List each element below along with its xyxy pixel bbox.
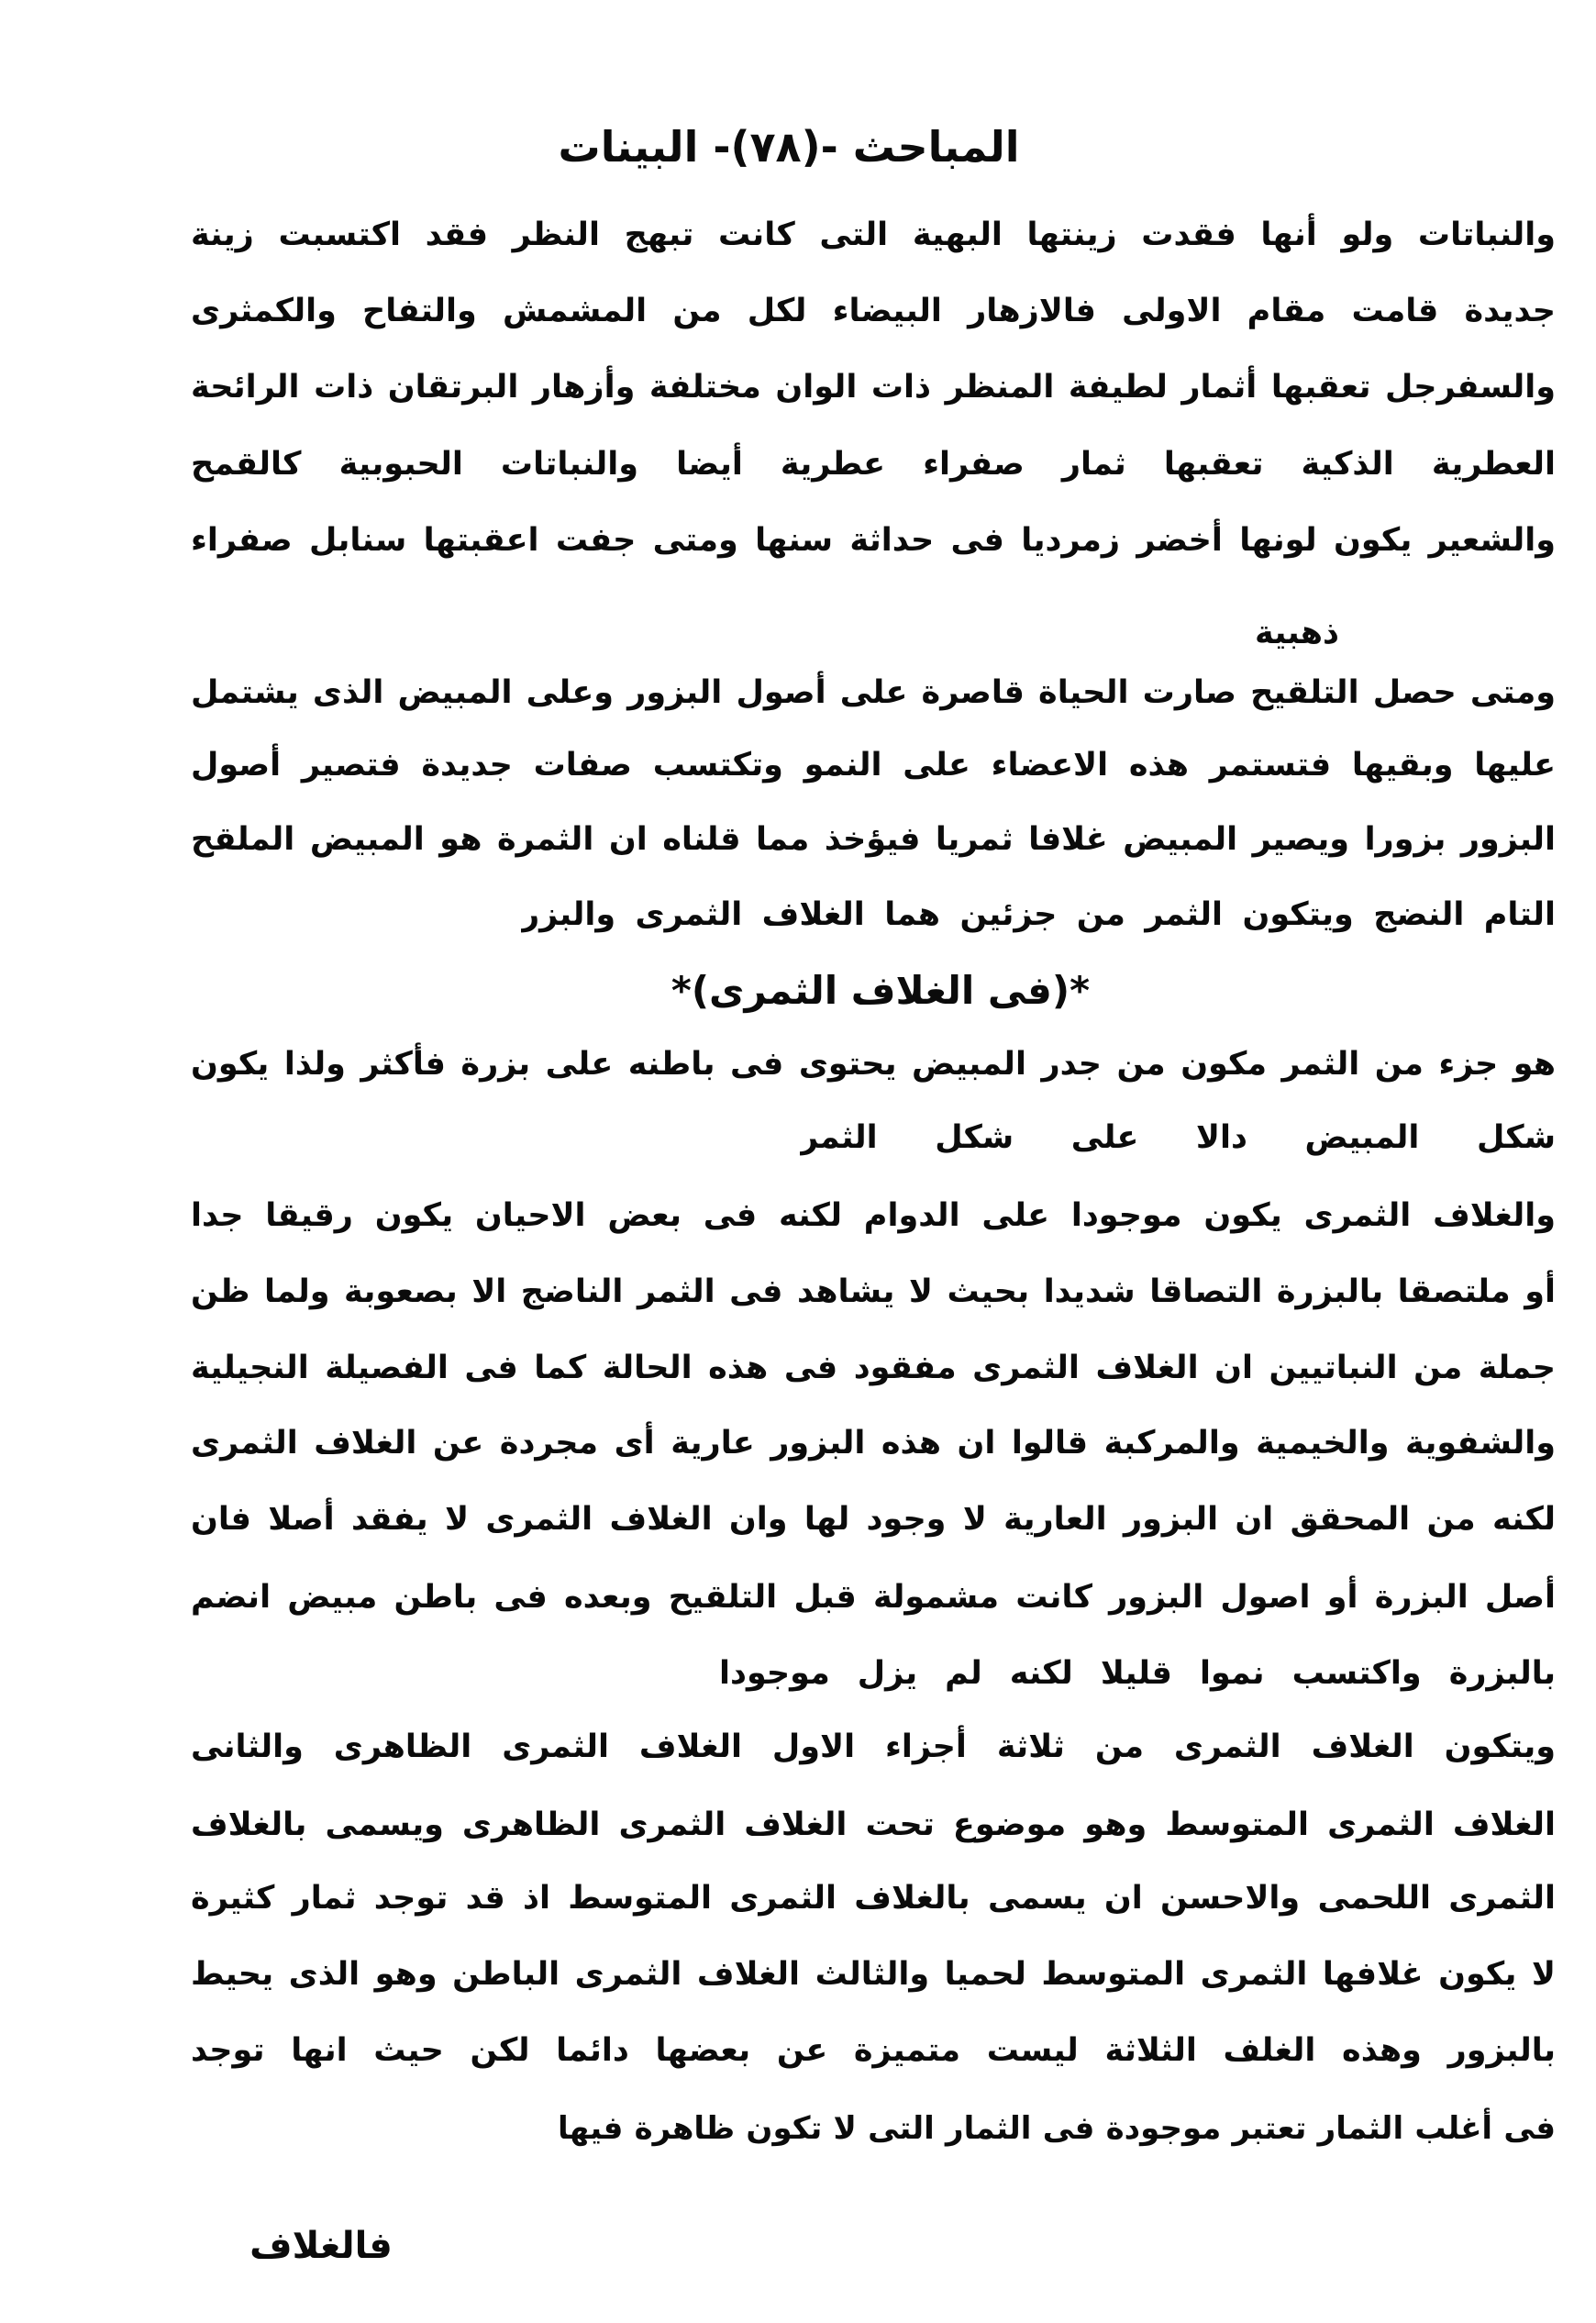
text-line: والغلاف الثمرى يكون موجودا على الدوام لكنه فى بعض الاحيان يكون رقيقا جدا <box>191 1197 1556 1234</box>
text-line: أو ملتصقا بالبزرة التصاقا شديدا بحيث لا يشاهد فى الثمر الناضج الا بصعوبة ولما ظن <box>191 1273 1556 1310</box>
text-line: العطرية الذكية تعقبها ثمار صفراء عطرية أيضا والنباتات الحبوبية كالقمح <box>191 446 1556 483</box>
section-heading: *(فى الغلاف الثمرى)* <box>671 968 1091 1013</box>
text-line: ومتى حصل التلقيح صارت الحياة قاصرة على أصول البزور وعلى المبيض الذى يشتمل <box>191 674 1556 711</box>
text-line: عليها وبقيها فتستمر هذه الاعضاء على النمو وتكتسب صفات جديدة فتصير أصول <box>191 747 1556 784</box>
text-line: لكنه من المحقق ان البزور العارية لا وجود لها وان الغلاف الثمرى لا يفقد أصلا فان <box>191 1501 1556 1538</box>
text-line: والسفرجل تعقبها أثمار لطيفة المنظر ذات الوان مختلفة وأزهار البرتقان ذات الرائحة <box>191 369 1556 406</box>
text-line: هو جزء من الثمر مكون من جدر المبيض يحتوى فى باطنه على بزرة فأكثر ولذا يكون <box>191 1046 1556 1083</box>
text-line: البزور بزورا ويصير المبيض غلافا ثمريا فيؤخذ مما قلناه ان الثمرة هو المبيض الملقح <box>191 821 1556 858</box>
text-line: بالبزور وهذه الغلف الثلاثة ليست متميزة عن بعضها دائما لكن حيث انها توجد <box>191 2032 1556 2069</box>
text-line: ذهبية <box>1254 615 1339 651</box>
text-line: والشفوية والخيمية والمركبة قالوا ان هذه البزور عارية أى مجردة عن الغلاف الثمرى <box>191 1425 1556 1462</box>
text-line: بالبزرة واكتسب نموا قليلا لكنه لم يزل موجودا <box>719 1655 1556 1692</box>
text-line: جملة من النباتيين ان الغلاف الثمرى مفقود فى هذه الحالة كما فى الفصيلة النجيلية <box>191 1350 1556 1386</box>
text-line: لا يكون غلافها الثمرى المتوسط لحميا والثالث الغلاف الثمرى الباطن وهو الذى يحيط <box>191 1956 1556 1993</box>
catchword: فالغلاف <box>249 2225 393 2267</box>
text-line: الثمرى اللحمى والاحسن ان يسمى بالغلاف الثمرى المتوسط اذ قد توجد ثمار كثيرة <box>191 1880 1556 1917</box>
text-line: الغلاف الثمرى المتوسط وهو موضوع تحت الغلاف الثمرى الظاهرى ويسمى بالغلاف <box>191 1806 1556 1843</box>
page-header: المباحث -(٧٨)- البينات <box>558 122 1020 172</box>
text-line: والشعير يكون لونها أخضر زمرديا فى حداثة سنها ومتى جفت اعقبتها سنابل صفراء <box>191 522 1556 559</box>
text-line: ويتكون الغلاف الثمرى من ثلاثة أجزاء الاول الغلاف الثمرى الظاهرى والثانى <box>191 1728 1556 1765</box>
text-line: جديدة قامت مقام الاولى فالازهار البيضاء لكل من المشمش والتفاح والكمثرى <box>191 293 1556 329</box>
text-line: فى أغلب الثمار تعتبر موجودة فى الثمار التى لا تكون ظاهرة فيها <box>558 2110 1556 2147</box>
text-line: التام النضج ويتكون الثمر من جزئين هما الغلاف الثمرى والبزر <box>521 896 1556 933</box>
text-line: والنباتات ولو أنها فقدت زينتها البهية التى كانت تبهج النظر فقد اكتسبت زينة <box>191 217 1556 253</box>
text-line: أصل البزرة أو اصول البزور كانت مشمولة قبل التلقيح وبعده فى باطن مبيض انضم <box>191 1579 1556 1616</box>
text-line: شكل المبيض دالا على شكل الثمر <box>800 1119 1556 1156</box>
